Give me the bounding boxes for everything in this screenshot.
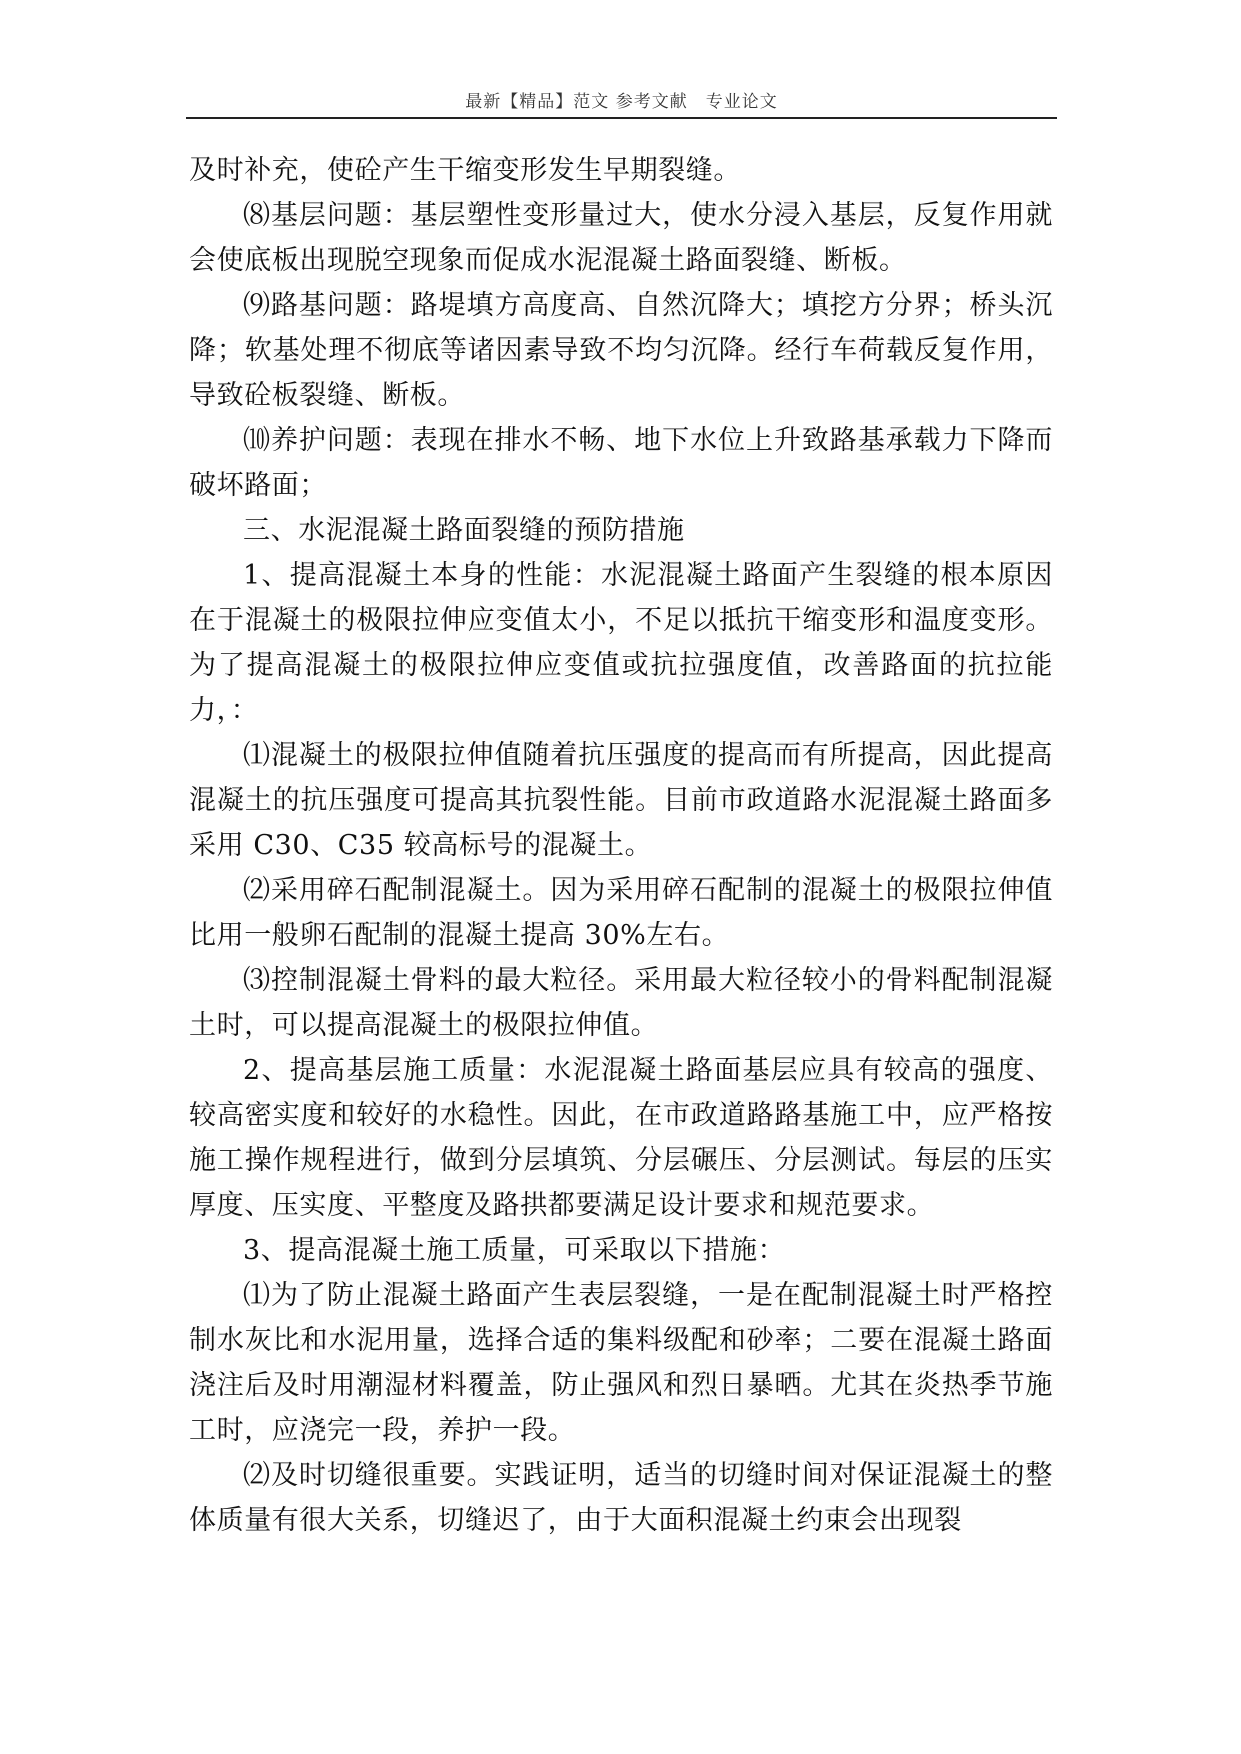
paragraph-measure-3-item-2: ⑵及时切缝很重要。实践证明，适当的切缝时间对保证混凝土的整体质量有很大关系，切缝迟了，由于大面积混凝土约束会出现裂 [189,1460,1053,1536]
page-header: 最新【精品】范文 参考文献 专业论文 [465,92,778,112]
paragraph-measure-1-item-1: ⑴混凝土的极限拉伸值随着抗压强度的提高而有所提高，因此提高混凝土的抗压强度可提高其抗裂性能。目前市政道路水泥混凝土路面多采用 C30、C35 较高标号的混凝土。 [189,740,1053,861]
paragraph-continuation: 及时补充，使砼产生干缩变形发生早期裂缝。 [189,155,741,186]
paragraph-measure-1-item-3: ⑶控制混凝土骨料的最大粒径。采用最大粒径较小的骨料配制混凝土时，可以提高混凝土的极限拉伸值。 [189,965,1053,1041]
document-body [189,148,1053,1543]
paragraph-measure-3: 3、提高混凝土施工质量，可采取以下措施： [243,1235,786,1266]
paragraph-measure-3-item-1: ⑴为了防止混凝土路面产生表层裂缝，一是在配制混凝土时严格控制水灰比和水泥用量，选择合适的集料级配和砂率；二要在混凝土路面浇注后及时用潮湿材料覆盖，防止强风和烈日暴晒。尤其在炎热季节施工时，应浇完一段，养护一段。 [189,1280,1053,1446]
paragraph-item-10: ⑽养护问题：表现在排水不畅、地下水位上升致路基承载力下降而破坏路面； [189,425,1053,501]
paragraph-item-9: ⑼路基问题：路堤填方高度高、自然沉降大；填挖方分界；桥头沉降；软基处理不彻底等诸因素导致不均匀沉降。经行车荷载反复作用，导致砼板裂缝、断板。 [189,290,1053,411]
paragraph-measure-2: 2、提高基层施工质量：水泥混凝土路面基层应具有较高的强度、较高密实度和较好的水稳性。因此，在市政道路路基施工中，应严格按施工操作规程进行，做到分层填筑、分层碾压、分层测试。每层的压实厚度、压实度、平整度及路拱都要满足设计要求和规范要求。 [189,1055,1053,1221]
section-heading-3: 三、水泥混凝土路面裂缝的预防措施 [243,515,685,546]
paragraph-item-8: ⑻基层问题：基层塑性变形量过大，使水分浸入基层，反复作用就会使底板出现脱空现象而促成水泥混凝土路面裂缝、断板。 [189,200,1053,276]
header-divider [186,117,1057,119]
paragraph-measure-1: 1、提高混凝土本身的性能：水泥混凝土路面产生裂缝的根本原因在于混凝土的极限拉伸应变值太小，不足以抵抗干缩变形和温度变形。为了提高混凝土的极限拉伸应变值或抗拉强度值，改善路面的抗拉能力，： [189,560,1053,726]
paragraph-measure-1-item-2: ⑵采用碎石配制混凝土。因为采用碎石配制的混凝土的极限拉伸值比用一般卵石配制的混凝土提高 30%左右。 [189,875,1053,951]
